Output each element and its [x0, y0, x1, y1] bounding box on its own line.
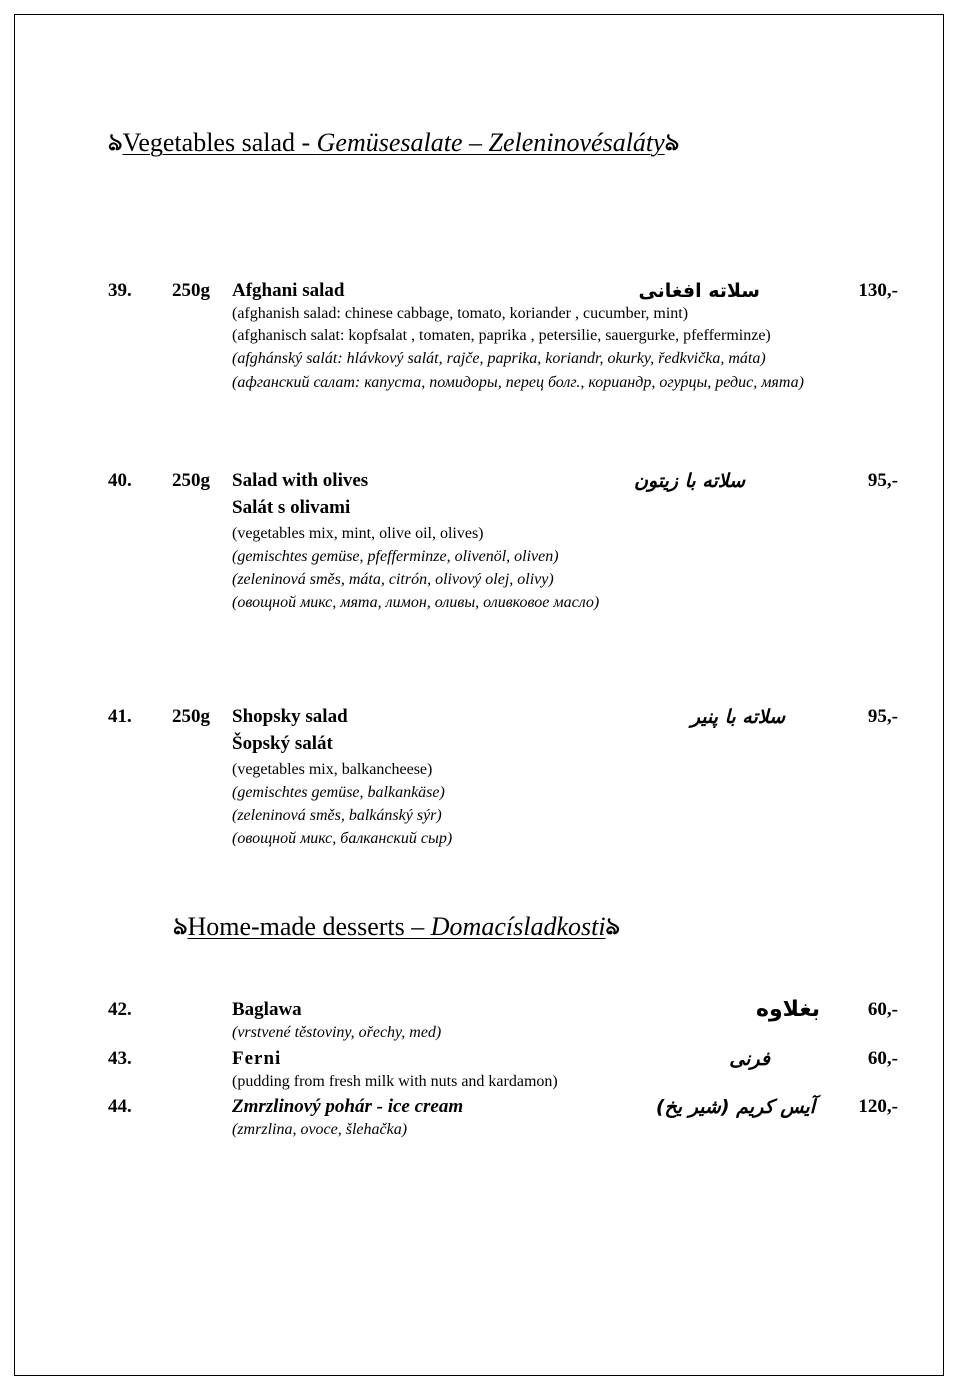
item-name: Salad with olives	[232, 470, 369, 491]
item-price: 130,-	[858, 280, 898, 301]
item-price: 120,-	[858, 1096, 898, 1117]
section-title-translations: Gemüsesalate – Zeleninovésaláty	[316, 128, 665, 157]
section-title-salads	[108, 124, 679, 164]
item-description-en: (vegetables mix, balkancheese)	[232, 761, 433, 778]
ornament-icon: ঌ	[108, 130, 123, 156]
item-number: 40.	[108, 470, 132, 491]
item-description: (vrstvené těstoviny, ořechy, med)	[232, 1024, 442, 1041]
item-name-arabic: سلاته افغانی	[638, 280, 760, 302]
item-name: Shopsky salad	[232, 706, 348, 727]
item-name-arabic: فرنی	[729, 1048, 770, 1070]
item-price: 95,-	[867, 706, 898, 727]
item-name: Zmrzlinový pohár - ice cream	[232, 1096, 464, 1117]
item-weight: 250g	[172, 280, 210, 301]
item-description-cz: (zeleninová směs, máta, citrón, olivový olej, olivy)	[232, 571, 554, 588]
item-name: Afghani salad	[232, 280, 345, 301]
item-weight: 250g	[172, 470, 210, 491]
item-description-cz: (zeleninová směs, balkánský sýr)	[232, 807, 442, 824]
item-name-arabic: سلاته با زیتون	[633, 470, 745, 492]
ornament-icon: ঌ	[605, 914, 620, 940]
item-price: 95,-	[867, 470, 898, 491]
ornament-icon: ঌ	[664, 130, 680, 156]
item-description-cz: (afghánský salát: hlávkový salát, rajče, paprika, koriandr, okurky, ředkvička, máta)	[232, 350, 766, 367]
item-number: 42.	[108, 999, 132, 1020]
item-description-ru: (афганский салат: капуста, помидоры, перец болг., кориандр, огурцы, редис, мята)	[232, 374, 804, 391]
ornament-icon: ঌ	[173, 914, 188, 940]
section-title-translations: Domacísladkosti	[430, 912, 606, 941]
item-price: 60,-	[867, 1048, 898, 1069]
item-name-arabic: سلاته با پنیر	[690, 706, 785, 728]
item-description-de: (afghanisch salat: kopfsalat , tomaten, paprika , petersilie, sauergurke, pfefferminze)	[232, 327, 771, 344]
item-description-de: (gemischtes gemüse, pfefferminze, olivenöl, oliven)	[232, 548, 559, 565]
section-title-en: Vegetables salad -	[122, 128, 317, 157]
item-description-en: (afghanish salad: chinese cabbage, tomato, koriander , cucumber, mint)	[232, 305, 689, 322]
page-border	[14, 14, 944, 1376]
item-description-de: (gemischtes gemüse, balkankäse)	[232, 784, 445, 801]
item-name-cz: Salát s olivami	[232, 497, 351, 518]
item-weight: 250g	[172, 706, 210, 727]
item-description: (pudding from fresh milk with nuts and kardamon)	[232, 1073, 558, 1090]
item-number: 39.	[108, 280, 132, 301]
item-description: (zmrzlina, ovoce, šlehačka)	[232, 1121, 408, 1138]
item-name-cz: Šopský salát	[232, 733, 333, 754]
item-name-arabic: بغلاوه	[755, 997, 820, 1022]
section-title-desserts	[173, 908, 620, 948]
item-price: 60,-	[867, 999, 898, 1020]
item-description-ru: (овощной микс, балканский сыр)	[232, 830, 453, 847]
item-number: 43.	[108, 1048, 132, 1069]
item-name: Ferni	[232, 1048, 282, 1069]
item-description-ru: (овощной микс, мята, лимон, оливы, оливковое масло)	[232, 594, 600, 611]
item-name-arabic: آیس کریم (شیر یخ)	[655, 1096, 815, 1118]
item-name: Baglawa	[232, 999, 302, 1020]
section-title-en: Home-made desserts –	[187, 912, 431, 941]
item-description-en: (vegetables mix, mint, olive oil, olives)	[232, 525, 484, 542]
item-number: 41.	[108, 706, 132, 727]
item-number: 44.	[108, 1096, 132, 1117]
